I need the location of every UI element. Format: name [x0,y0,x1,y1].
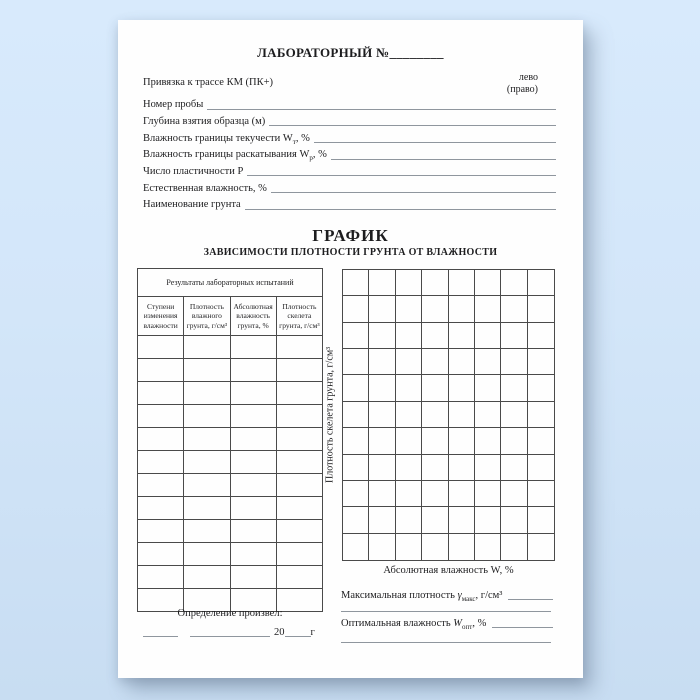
grid-cell [396,481,422,507]
grid-cell [475,534,501,560]
grid-cell [449,270,475,296]
table-empty-cell [230,497,276,520]
grid-cell [501,349,527,375]
grid-cell [422,428,448,454]
table-empty-cell [230,405,276,428]
graph-title: ГРАФИК [312,226,389,245]
field-label: Влажность границы текучести $W_т$, % [143,132,310,146]
grid-cell [422,323,448,349]
field-blank-line [269,125,556,126]
table-title-row [138,269,323,297]
grid-cell [475,349,501,375]
grid-cell [369,349,395,375]
table-row [138,428,323,451]
y-axis-label: Плотность скелета грунта, г/см³ [324,346,336,484]
field-label: Глубина взятия образца (м) [143,115,266,127]
grid-cell [475,402,501,428]
grid-cell [343,402,369,428]
grid-cell [396,455,422,481]
table-empty-cell [184,497,230,520]
field-label: Влажность границы раскатывания $W_р$, % [143,149,327,163]
grid-cell [369,428,395,454]
table-empty-cell [230,336,276,359]
grid-cell [343,428,369,454]
grid-cell [369,270,395,296]
table-empty-cell [184,520,230,543]
grid-cell [449,481,475,507]
field-label: Номер пробы [143,99,204,111]
table-empty-cell [230,543,276,566]
form-page [118,20,583,678]
grid-cell [369,507,395,533]
grid-cell [343,375,369,401]
x-axis-label: Абсолютная влажность W, % [383,565,514,576]
side-note [507,72,538,96]
table-empty-cell [138,520,184,543]
table-empty-cell [230,382,276,405]
signature-caption: Определение произвел: [177,608,283,619]
table-empty-cell [138,359,184,382]
table-empty-cell [184,428,230,451]
grid-cell [501,323,527,349]
grid-cell [475,481,501,507]
table-empty-cell [276,566,322,589]
opt-moisture-extra-line [341,628,551,643]
form-field-row [143,177,556,194]
grid-cell [501,402,527,428]
grid-cell [449,296,475,322]
table-empty-cell [184,359,230,382]
table-empty-cell [276,382,322,405]
table-row [138,474,323,497]
table-empty-cell [276,428,322,451]
grid-cell [528,375,554,401]
grid-cell [422,349,448,375]
grid-cell [396,296,422,322]
field-label: Число пластичности Р [143,165,244,177]
lab-results-table [137,268,323,612]
grid-cell [422,507,448,533]
table-empty-cell [184,382,230,405]
table-empty-cell [184,405,230,428]
table-empty-cell [138,451,184,474]
grid-cell [343,349,369,375]
grid-cell [396,375,422,401]
table-empty-cell [276,336,322,359]
grid-cell [343,296,369,322]
route-label: Привязка к трассе КМ (ПК+) [143,77,274,88]
grid-cell [528,455,554,481]
field-blank-line [247,175,556,176]
signature-blank-line [143,636,178,637]
side-note-left: лево [518,72,538,83]
field-blank-line [245,209,556,210]
grid-cell [475,428,501,454]
table-empty-cell [230,474,276,497]
document-title-label: ЛАБОРАТОРНЫЙ № [257,45,390,60]
form-field-row [143,94,556,111]
graph-subtitle: ЗАВИСИМОСТИ ПЛОТНОСТИ ГРУНТА ОТ ВЛАЖНОСТИ [203,247,498,258]
grid-cell [449,534,475,560]
field-blank-line [314,142,556,143]
grid-cell [501,455,527,481]
signature-year-prefix: 20 [274,627,285,638]
grid-cell [528,323,554,349]
grid-cell [343,507,369,533]
table-empty-cell [138,566,184,589]
table-empty-cell [184,566,230,589]
grid-cell [422,270,448,296]
opt-moisture-field [341,615,553,632]
grid-cell [528,349,554,375]
field-label: Естественная влажность, % [143,182,267,194]
grid-cell [475,323,501,349]
grid-cell [369,402,395,428]
table-empty-cell [276,497,322,520]
max-density-label: Максимальная плотность $\gamma_{макс}$, г/см³ [341,590,503,604]
table-empty-cell [138,382,184,405]
graph-grid [342,269,555,561]
field-blank-line [331,159,556,160]
grid-cell [343,323,369,349]
grid-cell [396,507,422,533]
grid-cell [422,481,448,507]
grid-cell [396,270,422,296]
form-field-row [143,127,556,144]
table-empty-cell [230,451,276,474]
grid-cell [449,323,475,349]
form-fields [143,94,556,211]
grid-cell [369,375,395,401]
grid-cell [475,296,501,322]
grid-cell [422,534,448,560]
table-empty-cell [138,543,184,566]
grid-cell [501,375,527,401]
table-row [138,405,323,428]
form-field-row [143,161,556,178]
grid-cell [396,402,422,428]
grid-cell [528,507,554,533]
grid-cell [501,270,527,296]
lab-table-body [138,269,323,612]
table-header-cell: Абсолютная влажность грунта, % [230,297,276,336]
table-row [138,451,323,474]
grid-cell [528,428,554,454]
table-empty-cell [276,451,322,474]
grid-cell [396,534,422,560]
grid-cell [528,296,554,322]
table-empty-cell [184,336,230,359]
table-row [138,520,323,543]
grid-cell [528,270,554,296]
table-empty-cell [138,497,184,520]
table-empty-cell [138,474,184,497]
grid-cell [396,428,422,454]
table-empty-cell [138,336,184,359]
grid-cell [475,455,501,481]
grid-cell [343,481,369,507]
table-header-cell: Плотность влажного грунта, г/см³ [184,297,230,336]
table-empty-cell [276,359,322,382]
signature-blank-line [285,636,311,637]
grid-cell [475,507,501,533]
table-empty-cell [230,566,276,589]
grid-cell [449,507,475,533]
table-title-cell: Результаты лабораторных испытаний [138,269,323,297]
table-empty-cell [230,520,276,543]
grid-cell [369,323,395,349]
table-empty-cell [276,520,322,543]
table-row [138,382,323,405]
grid-cell [449,428,475,454]
grid-cell [343,534,369,560]
grid-cell [475,375,501,401]
table-empty-cell [230,359,276,382]
grid-cell [343,455,369,481]
document-title [118,45,583,61]
field-blank-line [207,109,556,110]
table-row [138,359,323,382]
grid-cell [449,349,475,375]
form-field-row [143,111,556,128]
grid-cell [369,534,395,560]
table-empty-cell [276,474,322,497]
grid-cell [475,270,501,296]
grid-cell [343,270,369,296]
table-empty-cell [138,405,184,428]
grid-cell [422,296,448,322]
form-field-row [143,144,556,161]
grid-cell [501,481,527,507]
table-header-cell: Ступени изменения влажности [138,297,184,336]
grid-cell [396,349,422,375]
signature-year-suffix: г [310,627,315,638]
grid-cell [501,428,527,454]
grid-cell [449,402,475,428]
grid-cell [528,402,554,428]
grid-cell [449,375,475,401]
table-row [138,336,323,359]
grid-cell [422,375,448,401]
table-empty-cell [184,474,230,497]
grid-cell [501,534,527,560]
field-blank-line [271,192,556,193]
route-row [143,72,538,96]
form-field-row [143,194,556,211]
grid-cell [422,455,448,481]
grid-cell [396,323,422,349]
grid-cell [501,296,527,322]
table-empty-cell [184,451,230,474]
grid-cell [369,481,395,507]
document-title-blank: ________ [389,45,444,60]
table-empty-cell [230,428,276,451]
table-row [138,566,323,589]
table-row [138,543,323,566]
field-label: Наименование грунта [143,199,241,211]
opt-moisture-label: Оптимальная влажность $W_{опт}$, % [341,618,487,632]
grid-cell [501,507,527,533]
table-header-cell: Плотность скелета грунта, г/см³ [276,297,322,336]
grid-cell [449,455,475,481]
grid-cell [422,402,448,428]
signature-blank-line [190,636,270,637]
side-note-right: (право) [506,83,538,95]
table-header-row [138,297,323,336]
table-empty-cell [184,543,230,566]
grid-cell [528,534,554,560]
grid-cell [369,455,395,481]
table-empty-cell [276,543,322,566]
grid-cell [528,481,554,507]
table-row [138,497,323,520]
grid-cell [369,296,395,322]
table-empty-cell [138,428,184,451]
max-density-extra-line [341,597,551,612]
table-empty-cell [276,405,322,428]
